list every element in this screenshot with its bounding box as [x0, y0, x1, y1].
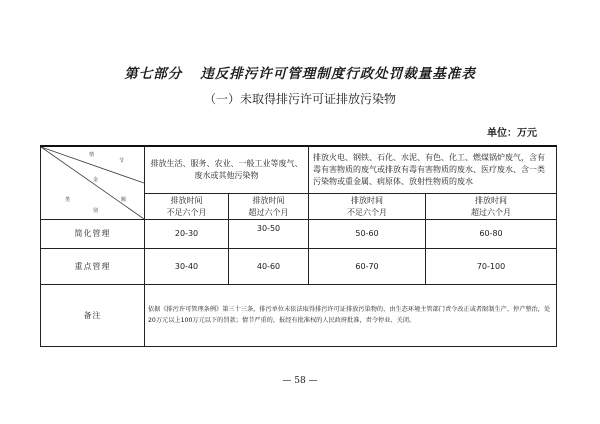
row-label-simplified: 简化管理 [41, 220, 145, 249]
duration-line: 不足六个月 [166, 207, 207, 217]
note-label: 备注 [41, 285, 145, 347]
duration-header [145, 194, 229, 220]
value-cell: 30-50 [229, 220, 309, 249]
duration-line: 排放时间 [351, 195, 383, 205]
duration-line: 超过六个月 [248, 207, 289, 217]
title-part: 第七部分 [124, 66, 183, 82]
corner-label: 金 [93, 177, 99, 183]
duration-line: 不足六个月 [347, 207, 387, 217]
duration-line: 超过六个月 [471, 207, 511, 217]
diagonal-header-cell [41, 146, 145, 220]
unit-label: 单位：万元 [487, 128, 537, 139]
value-cell: 70-100 [426, 249, 557, 285]
row-label-key: 重点管理 [41, 249, 145, 285]
duration-header [309, 194, 426, 220]
duration-line: 排放时间 [170, 195, 203, 205]
table-row [41, 249, 557, 285]
value-cell: 60-70 [309, 249, 426, 285]
title-main: 违反排污许可管理制度行政处罚裁量基准表 [200, 66, 476, 82]
value-cell: 30-40 [145, 249, 229, 285]
document-title [0, 62, 600, 82]
corner-label: 情 [89, 152, 95, 158]
category-general-pollutants: 排放生活、服务、农业、一般工业等废气、废水或其他污染物 [145, 146, 309, 194]
value-cell: 50-60 [309, 220, 426, 249]
section-title: （一）未取得排污许可证排放污染物 [203, 92, 396, 106]
note-row [41, 285, 557, 347]
corner-label: 别 [93, 208, 99, 214]
corner-label: 类 [65, 197, 71, 203]
value-cell: 40-60 [229, 249, 309, 285]
duration-line: 排放时间 [475, 195, 507, 205]
category-hazardous-pollutants: 排放火电、钢铁、石化、水泥、有色、化工、燃煤锅炉废气，含有毒有害物质的废气或排放有毒有害物质的废水、医疗废水、含一类污染物或重金属、病原体、放射性物质的废水 [309, 146, 557, 194]
table-row [41, 220, 557, 249]
corner-label: 节 [119, 158, 125, 164]
value-cell: 60-80 [426, 220, 557, 249]
value-cell: 20-30 [145, 220, 229, 249]
corner-label: 额 [121, 197, 127, 203]
page-number: — 58 — [282, 376, 318, 386]
category-header-row [41, 146, 557, 194]
duration-header [229, 194, 309, 220]
duration-line: 排放时间 [252, 195, 285, 205]
duration-header [426, 194, 557, 220]
penalty-table [40, 145, 557, 347]
note-text: 依据《排污许可管理条例》第三十三条，排污单位未依法取得排污许可证排放污染物的，由生态环境主管部门责令改正或者限制生产、停产整治，处20万元以上100万元以下的罚款；情节严重的，报经有批准权的人民政府批准，责令停业、关闭。 [145, 285, 557, 347]
